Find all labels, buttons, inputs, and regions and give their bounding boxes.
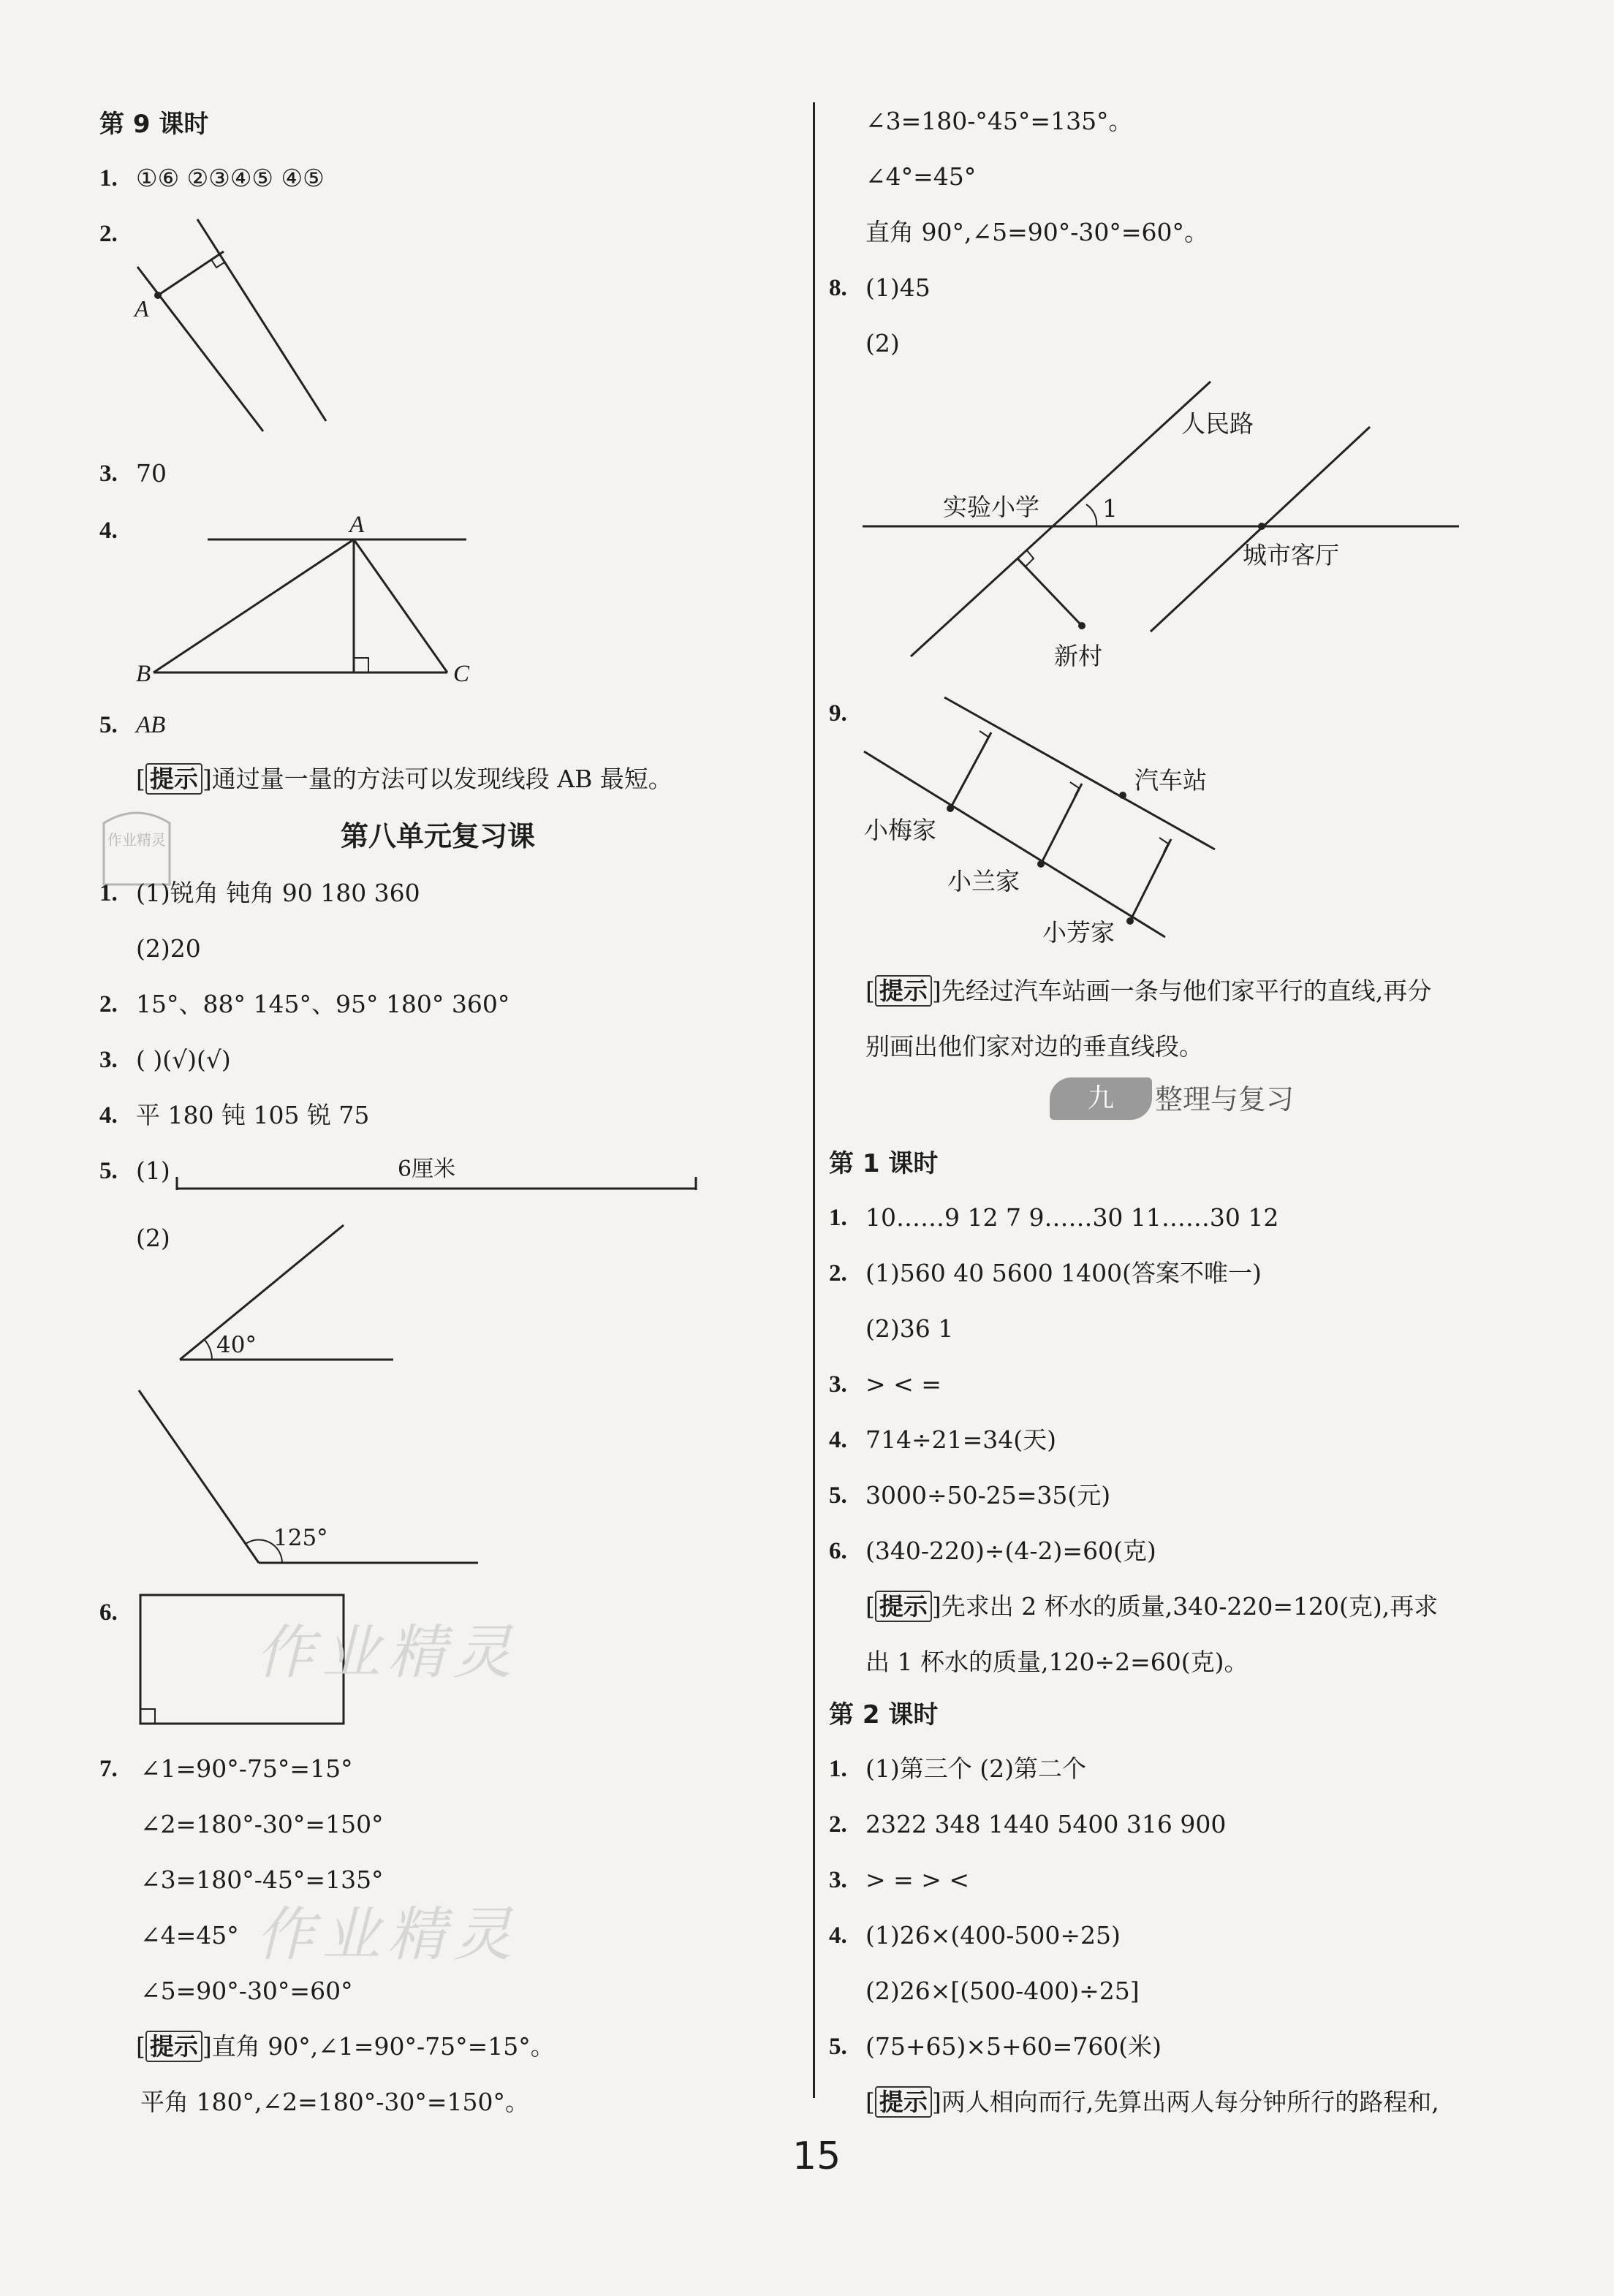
q4-label-c: C xyxy=(453,661,470,687)
u8-q2-number: 2. xyxy=(99,991,118,1018)
s2-q5-number: 5. xyxy=(829,2034,847,2060)
r-continue-line3: 直角 90°,∠5=90°-30°=60°。 xyxy=(865,218,1209,246)
q2-label-a: A xyxy=(134,295,149,322)
unit-9-title: 整理与复习 xyxy=(1155,1083,1295,1115)
lesson-9-title: 第 9 课时 xyxy=(99,110,209,139)
s1-q6-answer: (340-220)÷(4-2)=60(克) xyxy=(865,1537,1156,1565)
u8-q4-number: 4. xyxy=(99,1102,118,1129)
lesson-2-title: 第 2 课时 xyxy=(829,1700,939,1729)
s1-q3-answer: > < = xyxy=(865,1370,942,1398)
label-bus-station: 汽车站 xyxy=(1134,766,1207,795)
s2-q2-answer: 2322 348 1440 5400 316 900 xyxy=(865,1810,1227,1838)
q5-answer: AB xyxy=(136,712,166,738)
angle-125-label: 125° xyxy=(273,1525,328,1551)
u8-q4-answer: 平 180 钝 105 锐 75 xyxy=(136,1101,370,1129)
s1-q1-number: 1. xyxy=(829,1205,847,1231)
s1-q2-answer-a: (1)560 40 5600 1400(答案不唯一) xyxy=(865,1259,1262,1287)
angle-40-label: 40° xyxy=(216,1332,257,1358)
q1-answer: ①⑥ ②③④⑤ ④⑤ xyxy=(136,164,325,192)
q2-number: 2. xyxy=(99,221,118,247)
unit-9-badge: 九 xyxy=(1050,1077,1152,1120)
label-village: 新村 xyxy=(1054,642,1102,670)
s1-q6-number: 6. xyxy=(829,1538,847,1564)
hint-label: 提示 xyxy=(145,763,202,795)
s1-q4-number: 4. xyxy=(829,1427,847,1453)
segment-length-label: 6厘米 xyxy=(398,1156,456,1182)
s1-q4-answer: 714÷21=34(天) xyxy=(865,1425,1057,1454)
unit-8-review-title: 第八单元复习课 xyxy=(341,820,536,852)
r-q8-part2: (2) xyxy=(865,329,900,357)
label-xiaomei-home: 小梅家 xyxy=(864,816,936,844)
u8-q3-answer: ( )(√)(√) xyxy=(136,1045,231,1074)
u8-q1-number: 1. xyxy=(99,880,118,906)
s2-q5-hint-line: [ 提示 ]两人相向而行,先算出两人每分钟所行的路程和, xyxy=(865,2088,1439,2116)
s1-q5-number: 5. xyxy=(829,1482,847,1509)
s1-q3-number: 3. xyxy=(829,1371,847,1398)
s2-q4-number: 4. xyxy=(829,1922,847,1949)
s2-q5-hint-text: 两人相向而行,先算出两人每分钟所行的路程和, xyxy=(941,2088,1439,2116)
u8-q7-hint-line: [ 提示 ]直角 90°,∠1=90°-75°=15°。 xyxy=(136,2032,555,2061)
u8-q7-line7: 平角 180°,∠2=180°-30°=150°。 xyxy=(140,2088,530,2116)
q4-number: 4. xyxy=(99,518,118,544)
q9-hint-text1: 先经过汽车站画一条与他们家平行的直线,再分 xyxy=(941,977,1432,1005)
lesson-1-title: 第 1 课时 xyxy=(829,1149,939,1178)
q5-number: 5. xyxy=(99,712,118,738)
s2-q5-answer: (75+65)×5+60=760(米) xyxy=(865,2032,1162,2061)
house-mei xyxy=(947,805,954,812)
q4-label-a: A xyxy=(349,512,365,538)
r-continue-line2: ∠4°=45° xyxy=(865,162,977,191)
s1-q6-hint-line1: [ 提示 ]先求出 2 杯水的质量,340-220=120(克),再求 xyxy=(865,1592,1439,1621)
house-fang xyxy=(1126,917,1134,925)
q1-number: 1. xyxy=(99,165,118,192)
u8-q5-number: 5. xyxy=(99,1158,118,1184)
s2-q1-answer: (1)第三个 (2)第二个 xyxy=(865,1754,1086,1783)
s1-q5-answer: 3000÷50-25=35(元) xyxy=(865,1481,1111,1509)
r-continue-line1: ∠3=180-°45°=135°。 xyxy=(865,107,1133,135)
hint-label: 提示 xyxy=(875,2086,932,2118)
house-lan xyxy=(1037,860,1045,868)
u8-q1-answer-a: (1)锐角 钝角 90 180 360 xyxy=(136,879,420,907)
s2-q4-answer-b: (2)26×[(500-400)÷25] xyxy=(865,1977,1140,2005)
u8-q2-answer: 15°、88° 145°、95° 180° 360° xyxy=(136,990,510,1018)
q5-hint-line: [ 提示 ]通过量一量的方法可以发现线段 AB 最短。 xyxy=(136,765,672,793)
u8-q7-hint-text: 直角 90°,∠1=90°-75°=15°。 xyxy=(211,2032,555,2061)
q4-label-b: B xyxy=(136,661,151,687)
u8-q1-answer-b: (2)20 xyxy=(136,934,201,963)
bus-station xyxy=(1119,792,1126,799)
label-renmin-road: 人民路 xyxy=(1181,409,1254,438)
u8-q7-line5: ∠5=90°-30°=60° xyxy=(140,1977,353,2005)
hint-label: 提示 xyxy=(875,975,932,1007)
u8-q7-line1: ∠1=90°-75°=15° xyxy=(140,1754,353,1783)
s2-q3-answer: > = > < xyxy=(865,1865,970,1894)
label-xiaofang-home: 小芳家 xyxy=(1042,918,1115,947)
r-q8-part1: (1)45 xyxy=(865,273,931,302)
label-angle-1: 1 xyxy=(1102,494,1118,523)
u8-q5-part2: (2) xyxy=(136,1224,170,1252)
u8-q7-number: 7. xyxy=(99,1756,118,1782)
stamp-text: 作业精灵 xyxy=(107,831,166,849)
u8-q5-part1: (1) xyxy=(136,1156,170,1185)
q9-hint-text2: 别画出他们家对边的垂直线段。 xyxy=(865,1032,1203,1061)
watermark-1: 作业精灵 xyxy=(256,1618,519,1686)
s1-q1-answer: 10……9 12 7 9……30 11……30 12 xyxy=(865,1203,1279,1232)
q9-hint-line1: [ 提示 ]先经过汽车站画一条与他们家平行的直线,再分 xyxy=(865,977,1432,1005)
q5-hint-text: 通过量一量的方法可以发现线段 AB 最短。 xyxy=(211,765,672,793)
s1-q2-number: 2. xyxy=(829,1260,847,1287)
label-school: 实验小学 xyxy=(943,493,1039,521)
s1-q2-answer-b: (2)36 1 xyxy=(865,1314,954,1343)
u8-q7-line4: ∠4=45° xyxy=(140,1921,239,1950)
hint-label: 提示 xyxy=(875,1591,932,1622)
u8-q7-line2: ∠2=180°-30°=150° xyxy=(140,1810,384,1838)
s1-q6-hint-text1: 先求出 2 杯水的质量,340-220=120(克),再求 xyxy=(941,1592,1439,1621)
page-number: 15 xyxy=(792,2134,841,2178)
u8-q7-line3: ∠3=180°-45°=135° xyxy=(140,1865,384,1894)
s2-q1-number: 1. xyxy=(829,1756,847,1782)
label-xiaolan-home: 小兰家 xyxy=(947,867,1020,895)
q3-answer: 70 xyxy=(136,459,167,488)
r-q9-number: 9. xyxy=(829,700,847,727)
s2-q2-number: 2. xyxy=(829,1811,847,1838)
s1-q6-hint-text2: 出 1 杯水的质量,120÷2=60(克)。 xyxy=(865,1648,1249,1676)
r-q8-number: 8. xyxy=(829,275,847,301)
s2-q3-number: 3. xyxy=(829,1867,847,1893)
u8-q3-number: 3. xyxy=(99,1047,118,1073)
hint-label: 提示 xyxy=(145,2031,202,2062)
q3-number: 3. xyxy=(99,461,118,487)
watermark-2: 作业精灵 xyxy=(256,1901,519,1969)
u8-q6-number: 6. xyxy=(99,1599,118,1626)
s2-q4-answer-a: (1)26×(400-500÷25) xyxy=(865,1921,1121,1950)
label-city-hall: 城市客厅 xyxy=(1243,541,1339,569)
